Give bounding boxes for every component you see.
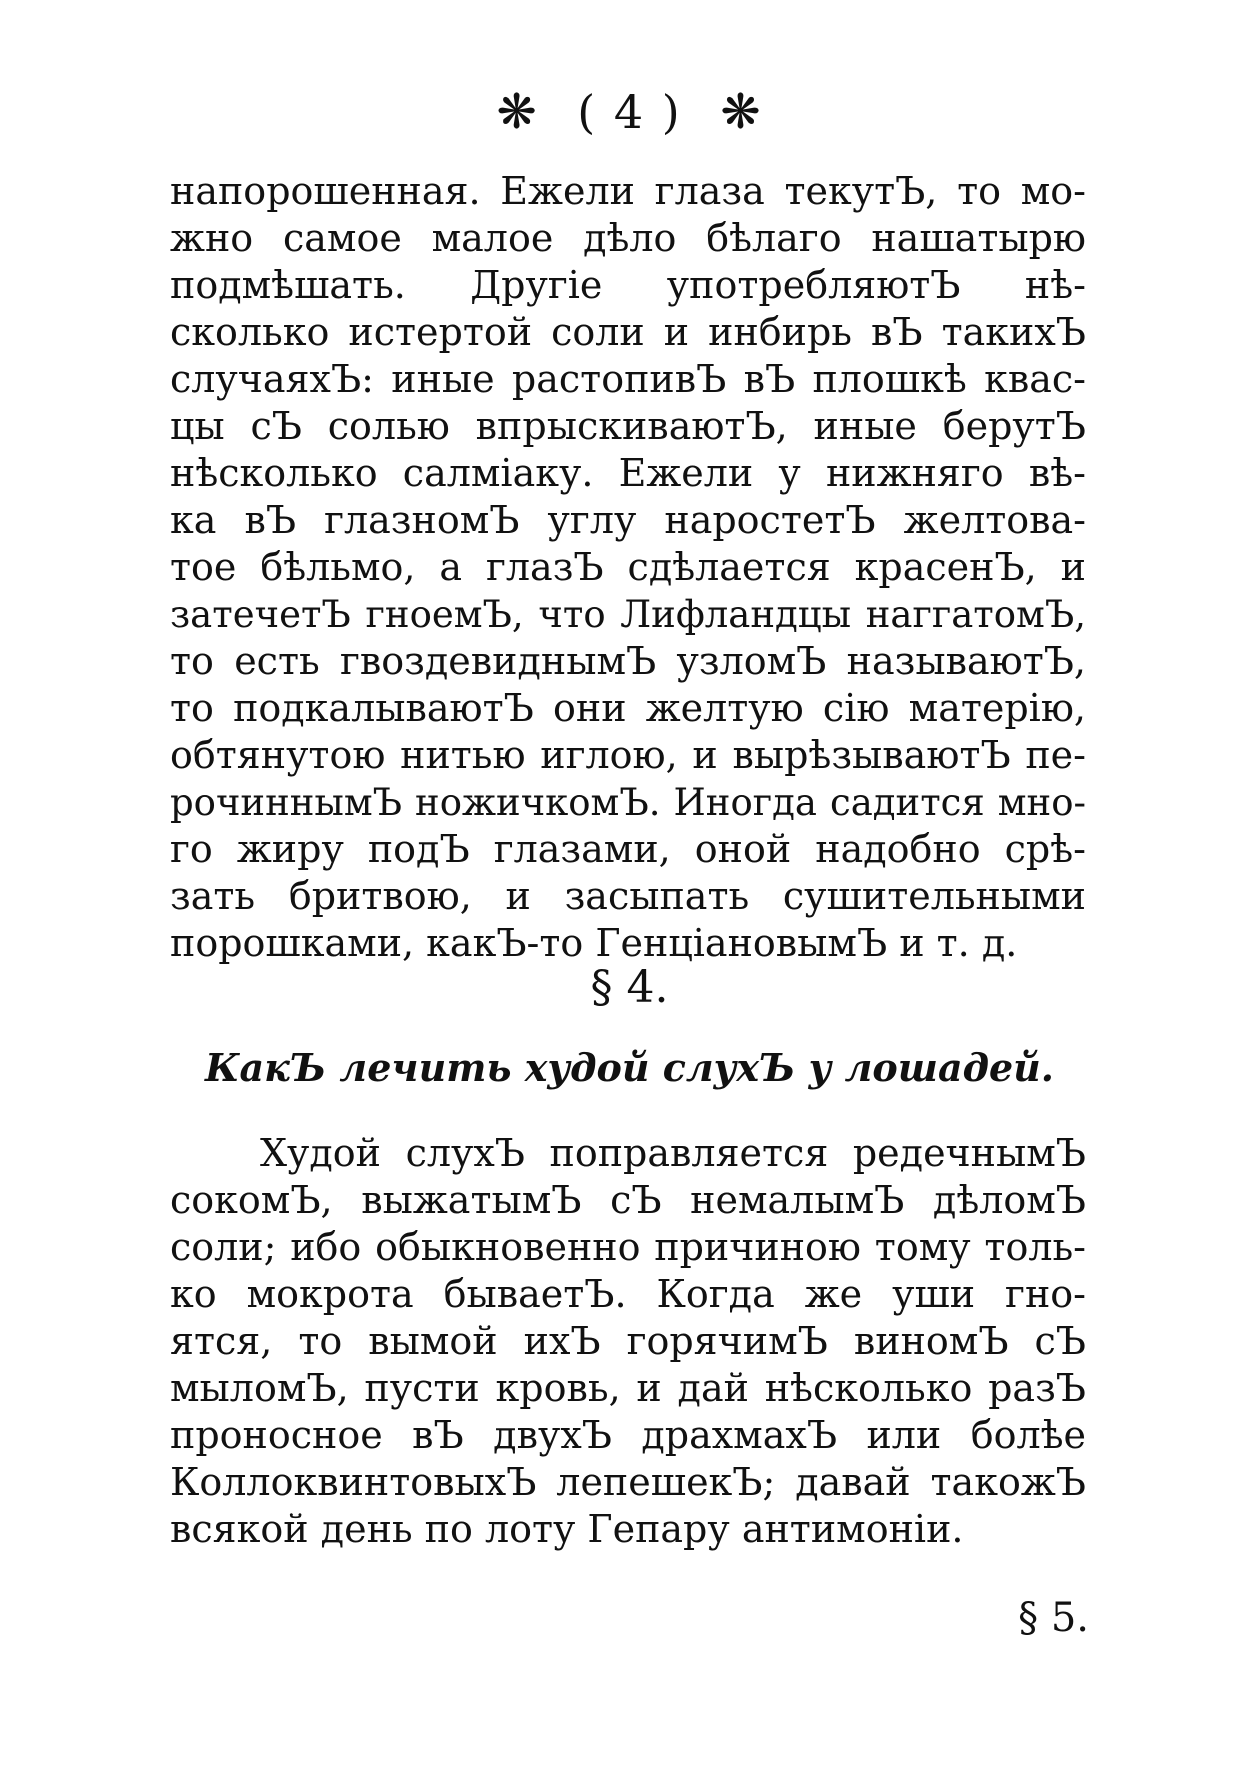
text-line: го жиру подЪ глазами, оной надобно срѣ- [170, 827, 1086, 871]
text-line: порошками, какЪ-то ГенціановымЪ и т. д. [170, 921, 1018, 965]
text-line: то есть гвоздевиднымЪ узломЪ называютЪ, [170, 639, 1086, 683]
section-title: КакЪ лечить худой слухЪ у лошадей. [204, 1045, 1055, 1090]
text-line: ка вЪ глазномЪ углу наростетЪ желтова- [170, 498, 1086, 542]
flower-ornament-icon: ❋ [496, 84, 539, 140]
text-line: Худой слухЪ поправляется редечнымЪ [260, 1131, 1086, 1175]
text-line: ятся, то вымой ихЪ горячимЪ виномЪ сЪ [170, 1319, 1086, 1363]
text-line: рочиннымЪ ножичкомЪ. Иногда садится мно- [170, 781, 1086, 824]
catchword: § 5. [1018, 1595, 1089, 1641]
section-number: § 4. [590, 962, 669, 1013]
flower-ornament-icon: ❋ [720, 84, 763, 140]
page-number: ( 4 ) [577, 85, 682, 139]
text-line: сколько истертой соли и инбирь вЪ такихЪ [170, 310, 1086, 354]
text-line: ко мокрота бываетЪ. Когда же уши гно- [170, 1272, 1086, 1316]
text-line: то подкалываютЪ они желтую сію матерію, [170, 686, 1086, 730]
text-line: соли; ибо обыкновенно причиною тому толь- [170, 1225, 1086, 1269]
text-line: затечетЪ гноемЪ, что Лифландцы наггатомЪ, [170, 593, 1086, 636]
text-line: цы сЪ солью впрыскиваютЪ, иные берутЪ [170, 404, 1086, 448]
text-line: КоллоквинтовыхЪ лепешекЪ; давай такожЪ [170, 1460, 1086, 1504]
text-line: мыломЪ, пусти кровь, и дай нѣсколько разЪ [170, 1366, 1086, 1410]
text-line: сокомЪ, выжатымЪ сЪ немалымЪ дѣломЪ [170, 1178, 1086, 1222]
text-line: зать бритвою, и засыпать сушительными [170, 874, 1086, 918]
paragraph-1 [170, 168, 1086, 967]
text-line: нѣсколько салміаку. Ежели у нижняго вѣ- [170, 451, 1086, 495]
page-header [0, 82, 1259, 142]
paragraph-2 [170, 1130, 1086, 1553]
text-line: случаяхЪ: иные растопивЪ вЪ плошкѣ квас- [170, 357, 1086, 401]
text-line: всякой день по лоту Гепару антимоніи. [170, 1507, 964, 1551]
text-line: проносное вЪ двухЪ драхмахЪ или болѣе [170, 1413, 1086, 1457]
text-line: подмѣшать. Другіе употребляютЪ нѣ- [170, 263, 1086, 307]
text-line: тое бѣльмо, а глазЪ сдѣлается красенЪ, и [170, 545, 1086, 589]
text-line: жно самое малое дѣло бѣлаго нашатырю [170, 216, 1086, 260]
text-line: обтянутою нитью иглою, и вырѣзываютЪ пе- [170, 733, 1086, 777]
text-line: напорошенная. Ежели глаза текутЪ, то мо- [170, 169, 1086, 213]
